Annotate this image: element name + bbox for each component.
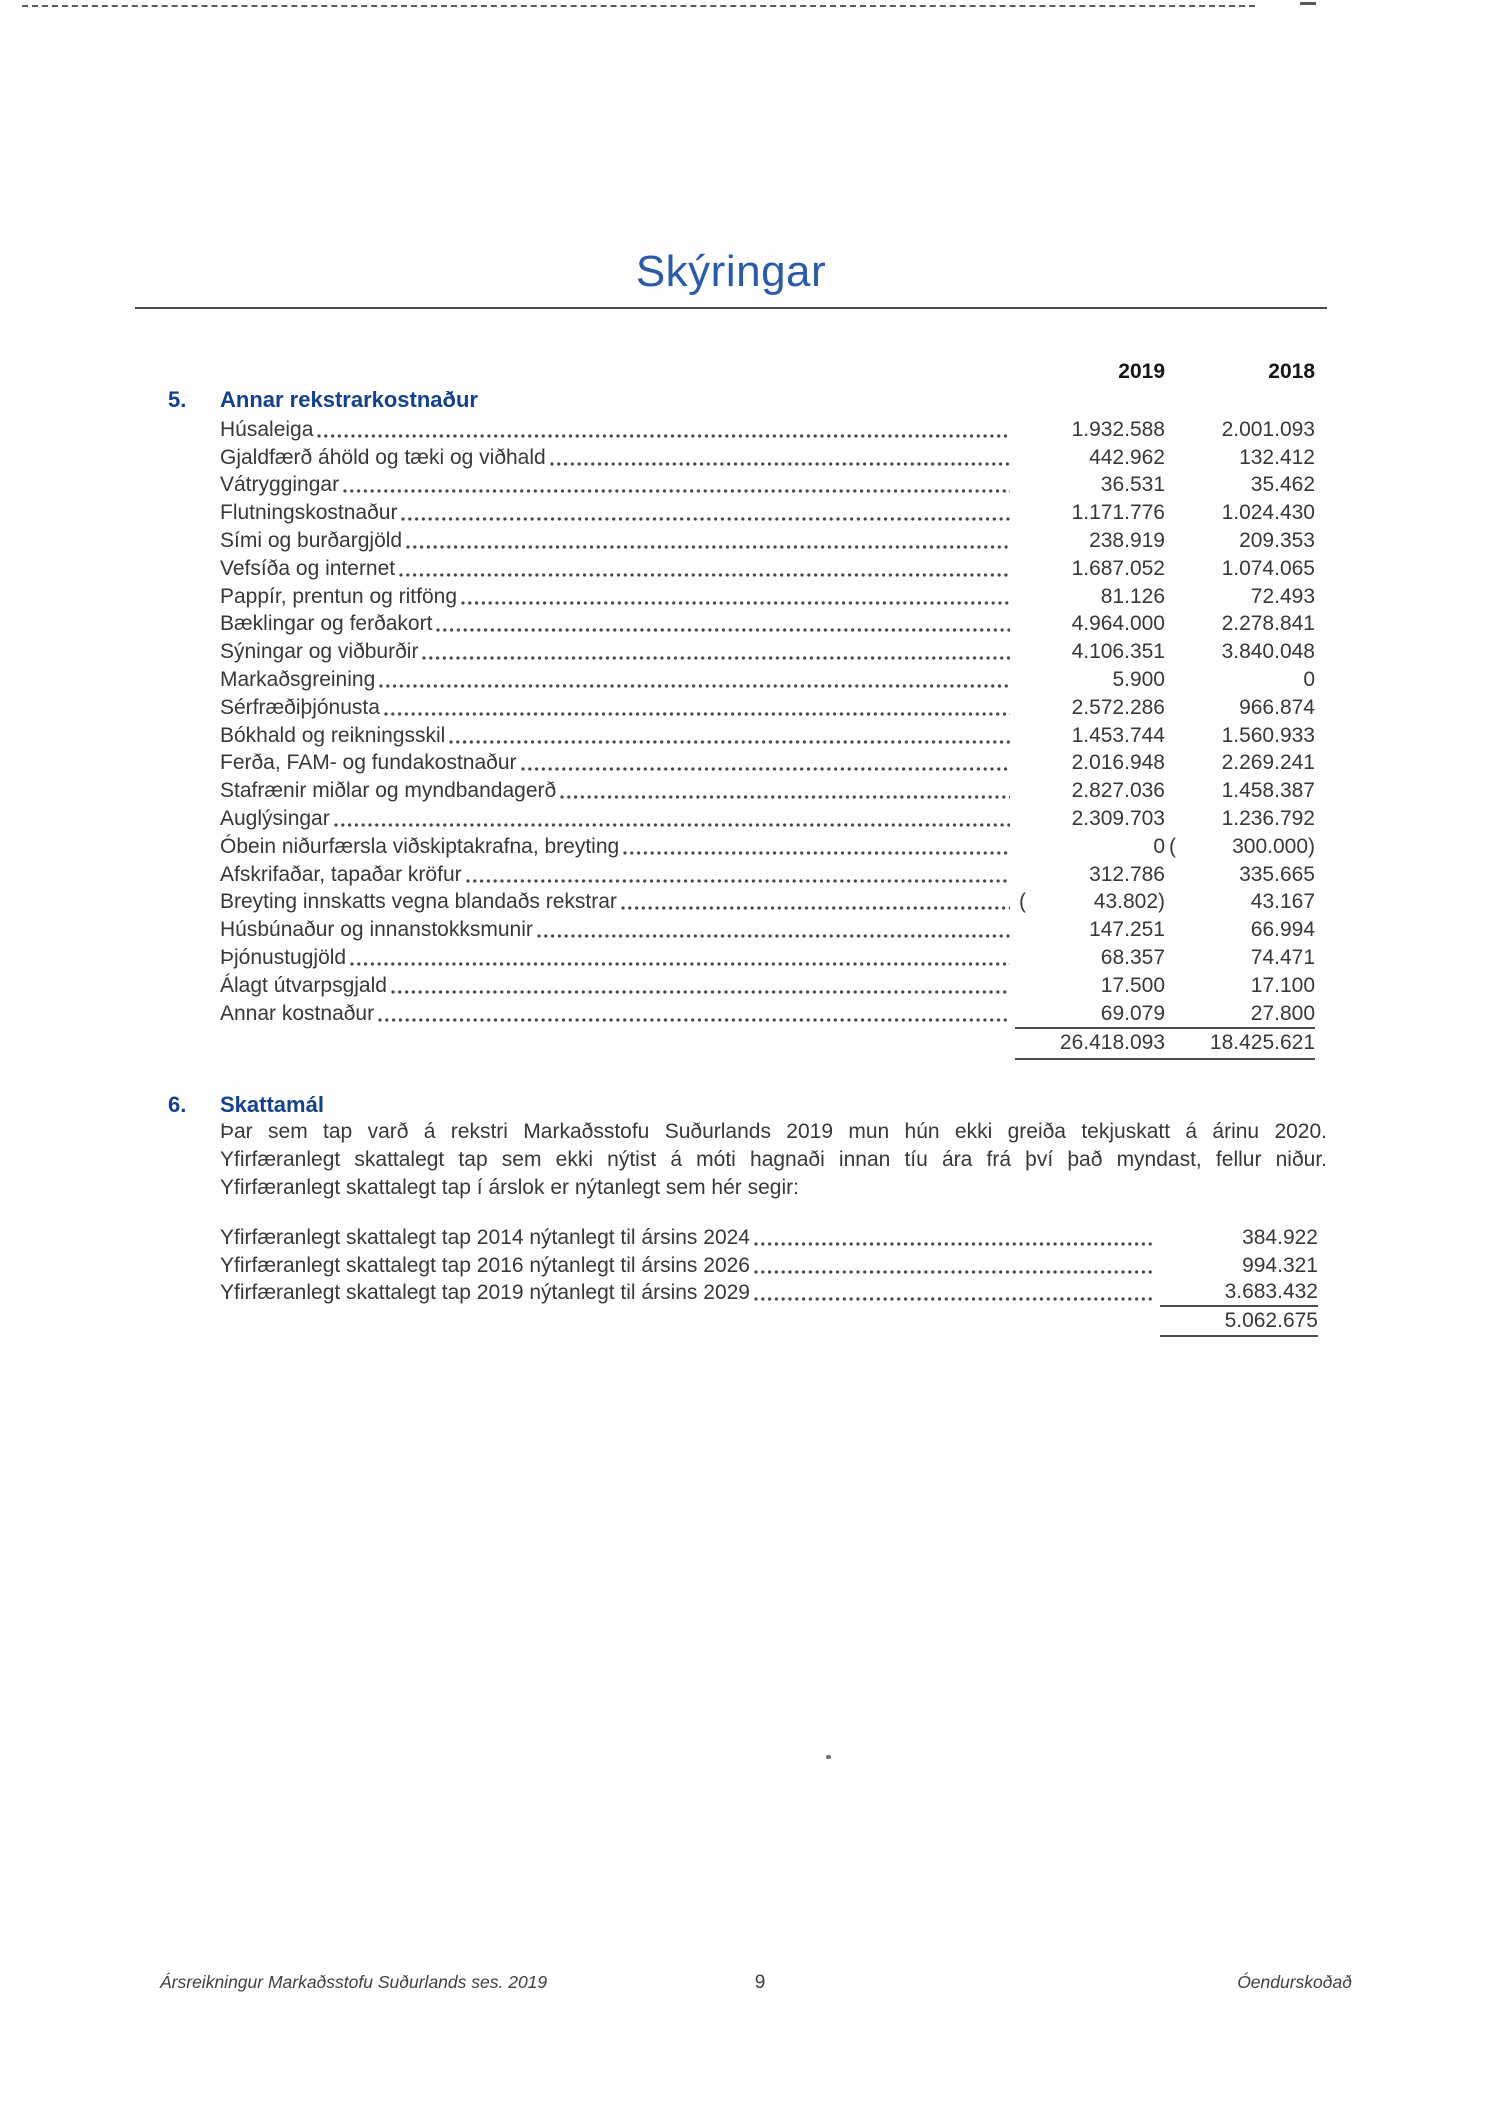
dotted-leader bbox=[378, 1017, 1010, 1023]
value-2019 bbox=[1015, 889, 1165, 917]
row-label: Sími og burðargjöld bbox=[220, 529, 403, 553]
footer-unaudited-note: Óendurskoðað bbox=[1237, 1972, 1352, 1992]
dotted-leader bbox=[754, 1296, 1155, 1302]
amount: 2.572.286 bbox=[1071, 695, 1165, 719]
section5-table bbox=[0, 416, 1500, 1028]
value-2019 bbox=[1015, 527, 1165, 555]
table-row bbox=[220, 944, 1315, 972]
dotted-leader bbox=[449, 739, 1010, 745]
row-label: Vátryggingar bbox=[220, 473, 340, 497]
amount: 442.962 bbox=[1089, 445, 1165, 469]
row-label: Afskrifaðar, tapaðar kröfur bbox=[220, 862, 462, 886]
dotted-leader bbox=[334, 822, 1010, 828]
dotted-leader bbox=[621, 905, 1010, 911]
value-2018 bbox=[1165, 694, 1315, 722]
value-2019 bbox=[1015, 499, 1165, 527]
row-label: Bæklingar og ferðakort bbox=[220, 612, 433, 636]
dotted-leader bbox=[436, 627, 1010, 633]
section5-number: 5. bbox=[168, 387, 187, 412]
dotted-leader bbox=[461, 600, 1010, 606]
value-2018 bbox=[1165, 416, 1315, 444]
amount: 4.964.000 bbox=[1071, 612, 1165, 636]
row-label: Breyting innskatts vegna blandaðs rekstrar bbox=[220, 890, 617, 914]
section6-total: 5.062.675 bbox=[1160, 1307, 1318, 1337]
value-2018 bbox=[1165, 527, 1315, 555]
value-2018 bbox=[1165, 444, 1315, 472]
amount: 966.874 bbox=[1239, 695, 1315, 719]
value-2019 bbox=[1015, 444, 1165, 472]
value-2018 bbox=[1165, 777, 1315, 805]
value-2019 bbox=[1015, 833, 1165, 861]
table-row bbox=[220, 583, 1315, 611]
dotted-leader bbox=[399, 572, 1010, 578]
dotted-leader bbox=[466, 878, 1010, 884]
value-2018 bbox=[1165, 555, 1315, 583]
amount: 2.827.036 bbox=[1071, 779, 1165, 803]
amount: 0 bbox=[1303, 668, 1315, 692]
scan-dashed-edge-line bbox=[22, 5, 1255, 7]
value-2019 bbox=[1015, 861, 1165, 889]
page-footer bbox=[0, 1972, 1500, 1998]
table-row bbox=[220, 694, 1315, 722]
row-label: Flutningskostnaður bbox=[220, 501, 398, 525]
value-2019 bbox=[1015, 777, 1165, 805]
dotted-leader bbox=[384, 711, 1010, 717]
value-2019 bbox=[1015, 944, 1165, 972]
row-label: Bókhald og reikningsskil bbox=[220, 723, 446, 747]
value-2018 bbox=[1165, 972, 1315, 1000]
table-row bbox=[220, 527, 1315, 555]
footer-page-number: 9 bbox=[754, 1972, 766, 1993]
amount: 17.100 bbox=[1250, 973, 1315, 997]
amount: 69.079 bbox=[1100, 1001, 1165, 1025]
value-2018 bbox=[1165, 861, 1315, 889]
scan-edge-tick bbox=[1300, 2, 1316, 5]
open-paren: ( bbox=[1019, 890, 1026, 914]
section6-number: 6. bbox=[168, 1092, 187, 1117]
value-2019 bbox=[1015, 694, 1165, 722]
amount: 17.500 bbox=[1100, 973, 1165, 997]
amount: 132.412 bbox=[1239, 445, 1315, 469]
value-2018 bbox=[1165, 638, 1315, 666]
row-label: Yfirfæranlegt skattalegt tap 2019 nýtanlegt til ársins 2029 bbox=[220, 1281, 750, 1305]
value-2019 bbox=[1015, 611, 1165, 639]
table-row bbox=[220, 1224, 1318, 1252]
amount: 3.840.048 bbox=[1221, 640, 1315, 664]
section6-total-row bbox=[0, 1307, 1500, 1337]
table-row bbox=[220, 1280, 1318, 1308]
value-2019 bbox=[1015, 472, 1165, 500]
value-2018 bbox=[1165, 472, 1315, 500]
table-row bbox=[220, 499, 1315, 527]
year-column-headers bbox=[0, 360, 1500, 386]
value-2018 bbox=[1165, 889, 1315, 917]
row-label: Gjaldfærð áhöld og tæki og viðhald bbox=[220, 445, 546, 469]
section6-paragraph bbox=[220, 1118, 1327, 1202]
amount: 35.462 bbox=[1250, 473, 1315, 497]
amount: 1.453.744 bbox=[1071, 723, 1165, 747]
table-row bbox=[220, 1000, 1315, 1028]
value-2018 bbox=[1165, 1000, 1315, 1028]
section5-total-row bbox=[0, 1027, 1500, 1060]
scan-speck bbox=[826, 1755, 831, 1759]
amount: 4.106.351 bbox=[1071, 640, 1165, 664]
amount: 238.919 bbox=[1089, 529, 1165, 553]
table-row bbox=[220, 805, 1315, 833]
row-label: Húsaleiga bbox=[220, 417, 314, 441]
value-2018 bbox=[1165, 944, 1315, 972]
row-label: Sýningar og viðburðir bbox=[220, 640, 419, 664]
row-label: Auglýsingar bbox=[220, 807, 330, 831]
table-row bbox=[220, 777, 1315, 805]
amount: 2.278.841 bbox=[1221, 612, 1315, 636]
value bbox=[1160, 1224, 1318, 1252]
dotted-leader bbox=[623, 850, 1010, 856]
dotted-leader bbox=[537, 933, 1010, 939]
paragraph-line: Þar sem tap varð á rekstri Markaðsstofu Suðurlands 2019 mun hún ekki greiða tekjuskatt á árinu 2020. bbox=[220, 1120, 1327, 1143]
total-row-spacer bbox=[220, 1307, 1160, 1337]
section6-table bbox=[0, 1224, 1500, 1307]
value-2018 bbox=[1165, 805, 1315, 833]
dotted-leader bbox=[422, 655, 1010, 661]
amount: 1.171.776 bbox=[1071, 501, 1165, 525]
value-2018 bbox=[1165, 583, 1315, 611]
row-label: Markaðsgreining bbox=[220, 668, 376, 692]
amount: 300.000) bbox=[1232, 834, 1315, 858]
value-2019 bbox=[1015, 916, 1165, 944]
row-label: Annar kostnaður bbox=[220, 1001, 375, 1025]
amount: 312.786 bbox=[1089, 862, 1165, 886]
value-2018 bbox=[1165, 916, 1315, 944]
paragraph-line: Yfirfæranlegt skattalegt tap sem ekki nýtist á móti hagnaði innan tíu ára frá því það myndast, fellur niður. bbox=[220, 1148, 1327, 1171]
table-row bbox=[220, 722, 1315, 750]
amount: 1.932.588 bbox=[1071, 417, 1165, 441]
amount: 1.687.052 bbox=[1071, 556, 1165, 580]
value-2019 bbox=[1015, 638, 1165, 666]
amount: 72.493 bbox=[1250, 584, 1315, 608]
value-2019 bbox=[1015, 583, 1165, 611]
open-paren: ( bbox=[1169, 834, 1176, 858]
table-row bbox=[220, 833, 1315, 861]
value-2018 bbox=[1165, 499, 1315, 527]
dotted-leader bbox=[350, 961, 1010, 967]
title-underline-rule bbox=[135, 307, 1327, 309]
row-label: Óbein niðurfærsla viðskiptakrafna, breyting bbox=[220, 834, 620, 858]
amount: 1.560.933 bbox=[1221, 723, 1315, 747]
dotted-leader bbox=[317, 433, 1010, 439]
row-label: Húsbúnaður og innanstokksmunir bbox=[220, 918, 533, 942]
dotted-leader bbox=[379, 683, 1010, 689]
value-2018 bbox=[1165, 750, 1315, 778]
amount: 5.900 bbox=[1112, 668, 1165, 692]
section6-title: Skattamál bbox=[220, 1092, 324, 1117]
row-label: Pappír, prentun og ritföng bbox=[220, 584, 457, 608]
amount: 36.531 bbox=[1100, 473, 1165, 497]
column-header-2018: 2018 bbox=[1268, 360, 1315, 383]
value-2019 bbox=[1015, 1000, 1165, 1028]
row-label: Yfirfæranlegt skattalegt tap 2014 nýtanlegt til ársins 2024 bbox=[220, 1225, 750, 1249]
total-row-spacer bbox=[220, 1027, 1015, 1060]
table-row bbox=[220, 666, 1315, 694]
row-label: Þjónustugjöld bbox=[220, 946, 347, 970]
table-row bbox=[220, 861, 1315, 889]
dotted-leader bbox=[754, 1269, 1155, 1275]
table-row bbox=[220, 889, 1315, 917]
value-2019 bbox=[1015, 666, 1165, 694]
dotted-leader bbox=[754, 1241, 1155, 1247]
amount: 335.665 bbox=[1239, 862, 1315, 886]
page-title: Skýringar bbox=[635, 247, 827, 296]
value-2019 bbox=[1015, 722, 1165, 750]
table-row bbox=[220, 750, 1315, 778]
table-row bbox=[220, 472, 1315, 500]
value-2018 bbox=[1165, 611, 1315, 639]
row-label: Stafrænir miðlar og myndbandagerð bbox=[220, 779, 557, 803]
amount: 43.167 bbox=[1250, 890, 1315, 914]
amount: 43.802) bbox=[1093, 890, 1165, 914]
amount: 1.074.065 bbox=[1221, 556, 1315, 580]
amount: 1.024.430 bbox=[1221, 501, 1315, 525]
table-row bbox=[220, 611, 1315, 639]
amount: 384.922 bbox=[1242, 1225, 1318, 1249]
row-label: Yfirfæranlegt skattalegt tap 2016 nýtanlegt til ársins 2026 bbox=[220, 1253, 750, 1277]
value-2019 bbox=[1015, 750, 1165, 778]
value bbox=[1160, 1252, 1318, 1280]
row-label: Sérfræðiþjónusta bbox=[220, 695, 380, 719]
footer-report-name: Ársreikningur Markaðsstofu Suðurlands ses. 2019 bbox=[160, 1972, 548, 1992]
amount: 74.471 bbox=[1250, 946, 1315, 970]
table-row bbox=[220, 638, 1315, 666]
value-2019 bbox=[1015, 416, 1165, 444]
amount: 994.321 bbox=[1242, 1253, 1318, 1277]
amount: 2.309.703 bbox=[1071, 807, 1165, 831]
section5-title: Annar rekstrarkostnaður bbox=[220, 387, 478, 412]
value-2018 bbox=[1165, 833, 1315, 861]
amount: 2.001.093 bbox=[1221, 417, 1315, 441]
row-label: Álagt útvarpsgjald bbox=[220, 973, 387, 997]
row-label: Vefsíða og internet bbox=[220, 556, 396, 580]
value bbox=[1160, 1280, 1318, 1308]
value-2019 bbox=[1015, 972, 1165, 1000]
column-header-2019: 2019 bbox=[1118, 360, 1165, 383]
dotted-leader bbox=[521, 766, 1011, 772]
amount: 27.800 bbox=[1250, 1001, 1315, 1025]
table-row bbox=[220, 972, 1315, 1000]
value-2018 bbox=[1165, 722, 1315, 750]
amount: 147.251 bbox=[1089, 918, 1165, 942]
paragraph-line: Yfirfæranlegt skattalegt tap í árslok er nýtanlegt sem hér segir: bbox=[220, 1176, 799, 1199]
dotted-leader bbox=[401, 516, 1010, 522]
table-row bbox=[220, 555, 1315, 583]
amount: 66.994 bbox=[1250, 918, 1315, 942]
amount: 2.269.241 bbox=[1221, 751, 1315, 775]
amount: 81.126 bbox=[1100, 584, 1165, 608]
dotted-leader bbox=[391, 989, 1010, 995]
amount: 209.353 bbox=[1239, 529, 1315, 553]
table-row bbox=[220, 416, 1315, 444]
value-2018 bbox=[1165, 666, 1315, 694]
amount: 1.458.387 bbox=[1221, 779, 1315, 803]
section5-total-2018: 18.425.621 bbox=[1165, 1027, 1315, 1060]
amount: 3.683.432 bbox=[1224, 1280, 1318, 1304]
dotted-leader bbox=[343, 488, 1010, 494]
dotted-leader bbox=[406, 544, 1010, 550]
dotted-leader bbox=[550, 461, 1010, 467]
row-label: Ferða, FAM- og fundakostnaður bbox=[220, 751, 517, 775]
amount: 0 bbox=[1153, 834, 1165, 858]
amount: 2.016.948 bbox=[1071, 751, 1165, 775]
table-row bbox=[220, 916, 1315, 944]
amount: 68.357 bbox=[1100, 946, 1165, 970]
value-2019 bbox=[1015, 555, 1165, 583]
dotted-leader bbox=[560, 794, 1010, 800]
table-row bbox=[220, 444, 1315, 472]
section5-total-2019: 26.418.093 bbox=[1015, 1027, 1165, 1060]
amount: 1.236.792 bbox=[1221, 807, 1315, 831]
value-2019 bbox=[1015, 805, 1165, 833]
table-row bbox=[220, 1252, 1318, 1280]
